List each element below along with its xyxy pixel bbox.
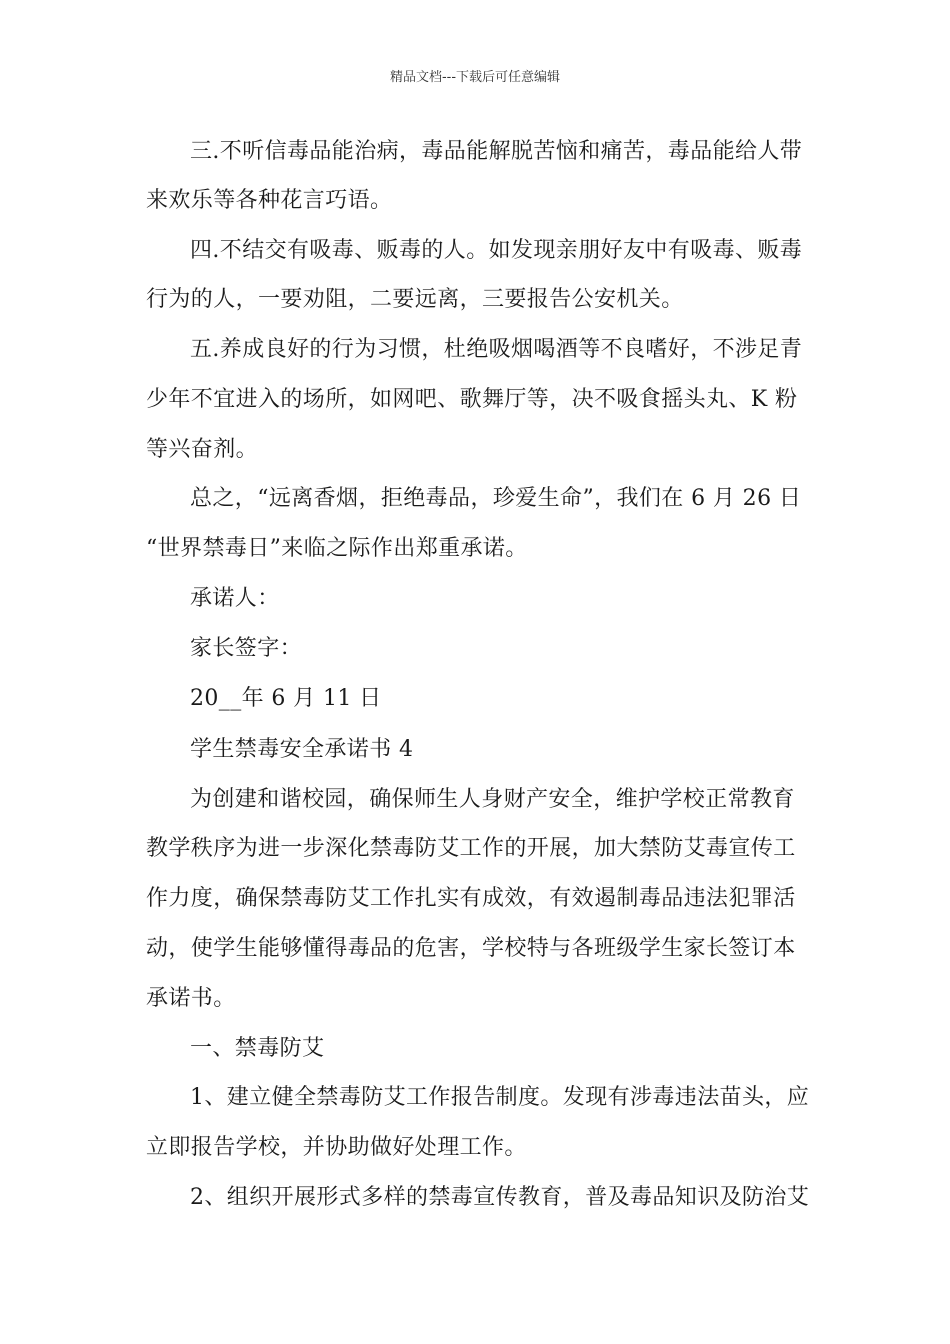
paragraph-line: 1、建立健全禁毒防艾工作报告制度。发现有涉毒违法苗头，应 bbox=[190, 1085, 810, 1110]
paragraph-line: 三.不听信毒品能治病，毒品能解脱苦恼和痛苦，毒品能给人带 bbox=[190, 139, 803, 164]
paragraph-line: 等兴奋剂。 bbox=[146, 437, 259, 462]
paragraph-line: 四.不结交有吸毒、贩毒的人。如发现亲朋好友中有吸毒、贩毒 bbox=[190, 238, 803, 263]
subsection-heading: 一、禁毒防艾 bbox=[190, 1036, 325, 1061]
paragraph-line: 作力度，确保禁毒防艾工作扎实有成效，有效遏制毒品违法犯罪活 bbox=[146, 886, 796, 911]
section-title: 学生禁毒安全承诺书 4 bbox=[190, 737, 414, 762]
paragraph-line: 少年不宜进入的场所，如网吧、歌舞厅等，决不吸食摇头丸、K 粉 bbox=[146, 387, 798, 412]
paragraph-line: “世界禁毒日”来临之际作出郑重承诺。 bbox=[146, 536, 528, 561]
promisor-label: 承诺人： bbox=[190, 586, 280, 611]
paragraph-line: 教学秩序为进一步深化禁毒防艾工作的开展，加大禁防艾毒宣传工 bbox=[146, 836, 796, 861]
paragraph-line: 为创建和谐校园，确保师生人身财产安全，维护学校正常教育 bbox=[190, 787, 795, 812]
paragraph-line: 行为的人，一要劝阻，二要远离，三要报告公安机关。 bbox=[146, 287, 684, 312]
date-line: 20__年 6 月 11 日 bbox=[190, 686, 382, 711]
paragraph-line: 立即报告学校，并协助做好处理工作。 bbox=[146, 1135, 527, 1160]
paragraph-line: 2、组织开展形式多样的禁毒宣传教育，普及毒品知识及防治艾 bbox=[190, 1185, 810, 1210]
paragraph-line: 五.养成良好的行为习惯，杜绝吸烟喝酒等不良嗜好，不涉足青 bbox=[190, 337, 803, 362]
paragraph-line: 来欢乐等各种花言巧语。 bbox=[146, 188, 393, 213]
paragraph-line: 总之，“远离香烟，拒绝毒品，珍爱生命”，我们在 6 月 26 日 bbox=[190, 486, 802, 511]
paragraph-line: 动，使学生能够懂得毒品的危害，学校特与各班级学生家长签订本 bbox=[146, 936, 796, 961]
page-header: 精品文档---下载后可任意编辑 bbox=[389, 70, 561, 85]
paragraph-line: 承诺书。 bbox=[146, 986, 236, 1011]
parent-signature-label: 家长签字： bbox=[190, 636, 303, 661]
